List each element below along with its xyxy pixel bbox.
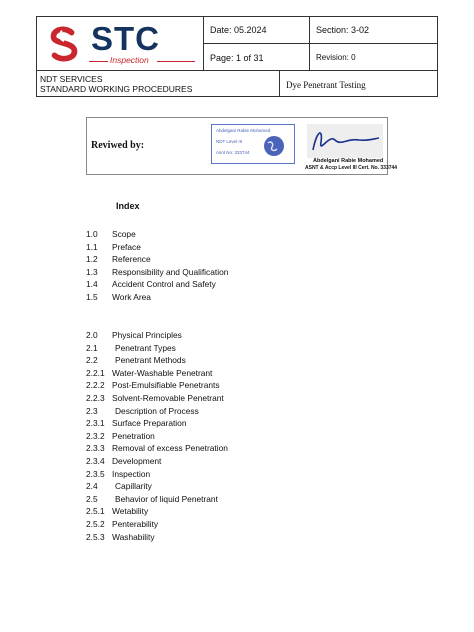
review-box	[86, 117, 398, 175]
toc-number: 2.3	[86, 405, 98, 416]
stc-logo-icon	[45, 25, 83, 63]
toc-number: 1.2	[86, 254, 98, 265]
signer-certificate: ASNT & Accp Level III Cert. No. 333744	[305, 165, 398, 171]
stamp-line: Abdelgani Rabie Mohamed	[216, 128, 271, 133]
toc-label: Work Area	[112, 292, 151, 302]
section-field: Section: 3-02	[310, 17, 438, 44]
globe-icon	[262, 134, 286, 158]
toc-label: Surface Preparation	[112, 418, 187, 429]
toc-label: Capillarity	[115, 481, 152, 492]
toc-label: Physical Principles	[112, 330, 182, 340]
toc-number: 2.5.3	[86, 531, 105, 542]
toc-label: Water-Washable Penetrant	[112, 367, 213, 378]
toc-number: 2.5	[86, 493, 98, 504]
toc-label: Wetability	[112, 506, 149, 517]
review-label: Reviwed by:	[91, 140, 145, 151]
toc-number: 2.2	[86, 355, 98, 366]
org-line-2: STANDARD WORKING PROCEDURES	[40, 84, 193, 94]
document-header	[36, 16, 438, 97]
logo-rule-left	[89, 61, 108, 62]
toc-label: Washability	[112, 531, 155, 542]
logo-cell	[37, 17, 204, 71]
toc-label: Penetrant Types	[115, 342, 176, 353]
toc-number: 1.4	[86, 279, 98, 290]
toc-label: Post-Emulsifiable Penetrants	[112, 380, 220, 391]
document-title: Dye Penetrant Testing	[286, 80, 366, 90]
toc-number: 2.3.3	[86, 443, 105, 454]
toc-number: 2.5.1	[86, 506, 105, 517]
toc-label: Inspection	[112, 468, 151, 479]
toc-label: Removal of excess Penetration	[112, 443, 228, 454]
toc-number: 1.3	[86, 266, 98, 277]
toc-label: Penterability	[112, 519, 159, 529]
toc-number: 1.0	[86, 229, 98, 239]
stamp-line: Asnt No: 333744	[216, 150, 250, 155]
toc-number: 2.3.4	[86, 456, 105, 466]
toc-number: 2.2.1	[86, 367, 105, 378]
toc-label: Solvent-Removable Penetrant	[112, 393, 224, 403]
toc-label: Development	[112, 456, 162, 466]
organization-cell	[37, 71, 280, 97]
toc-number: 2.2.3	[86, 393, 105, 403]
toc-number: 2.4	[86, 481, 98, 492]
page-field: Page: 1 of 31	[204, 44, 310, 71]
logo-subtitle: Inspection	[110, 55, 149, 65]
toc-label: Description of Process	[115, 405, 199, 416]
signer-name: Abdelgani Rabie Mohamed	[313, 158, 384, 164]
toc-number: 2.0	[86, 330, 98, 340]
toc-number: 2.1	[86, 342, 98, 353]
signature-icon	[307, 124, 383, 158]
toc-number: 2.5.2	[86, 519, 105, 529]
index-title: Index	[116, 201, 140, 211]
toc-number: 2.2.2	[86, 380, 105, 391]
toc-label: Preface	[112, 241, 141, 252]
toc-label: Scope	[112, 229, 136, 239]
revision-field: Revision: 0	[310, 44, 438, 71]
stamp-line: NDT Level III	[216, 139, 243, 144]
toc-number: 2.3.1	[86, 418, 105, 429]
date-field: Date: 05.2024	[204, 17, 310, 44]
toc-label: Penetrant Methods	[115, 355, 186, 366]
toc-label: Reference	[112, 254, 151, 265]
toc-number: 1.5	[86, 292, 98, 302]
toc-label: Penetration	[112, 430, 155, 441]
org-line-1: NDT SERVICES	[40, 74, 103, 84]
toc-number: 2.3.5	[86, 468, 105, 479]
toc-number: 2.3.2	[86, 430, 105, 441]
toc-number: 1.1	[86, 241, 98, 252]
toc-label: Accident Control and Safety	[112, 279, 216, 290]
toc-label: Behavior of liquid Penetrant	[115, 493, 218, 504]
logo-brand: STC	[91, 20, 160, 57]
inspector-stamp	[211, 124, 295, 164]
logo-rule-right	[157, 61, 195, 62]
toc-label: Responsibility and Qualification	[112, 266, 229, 277]
